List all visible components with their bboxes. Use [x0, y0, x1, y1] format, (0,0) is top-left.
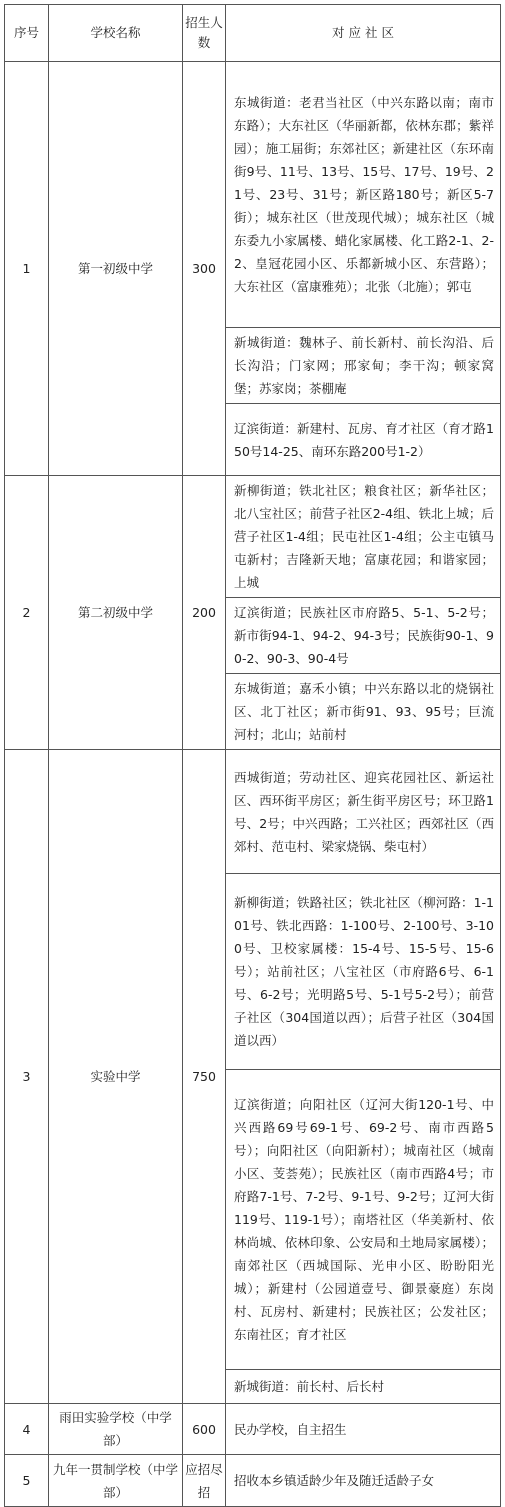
- community-cell: 东城街道；嘉禾小镇；中兴东路以北的烧锅社区、北丁社区；新市街91、93、95号；巨流河村；北山；站前村: [226, 674, 501, 750]
- community-cell: 招收本乡镇适龄少年及随迁适龄子女: [226, 1455, 501, 1507]
- header-school-name: 学校名称: [49, 5, 183, 62]
- school-name: 第一初级中学: [49, 62, 183, 476]
- table-row: [5, 1455, 501, 1507]
- school-name: 九年一贯制学校（中学部）: [49, 1455, 183, 1507]
- community-cell: 辽滨街道；向阳社区（辽河大街120-1号、中兴西路69号69-1号、69-2号、南市西路5号）；向阳社区（向阳新村）；城南社区（城南小区、芰荟苑）；民族社区（南市西路4号；市府路7-1号、7-2号、9-1号、9-2号；辽河大街119号、119-1号）；南塔社区（华美新村、依林尚城、依林印象、公安局和土地局家属楼）；南郊社区（西城国际、光申小区、盼盼阳光城）；新建村（公园道壹号、御景豪庭）东岗村、瓦房村、新建村；民族社区；公发社区；东南社区；育才社区: [226, 1070, 501, 1370]
- community-cell: 辽滨街道；民族社区市府路5、5-1、5-2号；新市街94-1、94-2、94-3号；民族街90-1、90-2、90-3、90-4号: [226, 598, 501, 674]
- enroll-count: 600: [183, 1404, 226, 1455]
- table-row: [5, 750, 501, 874]
- community-cell: 西城街道；劳动社区、迎宾花园社区、新运社区、西环街平房区；新生街平房区号；环卫路1号、2号；中兴西路；工兴社区；西郊社区（西郊村、范屯村、梁家烧锅、柴屯村）: [226, 750, 501, 874]
- school-index: 4: [5, 1404, 49, 1455]
- community-cell: 民办学校，自主招生: [226, 1404, 501, 1455]
- school-index: 2: [5, 476, 49, 750]
- header-community: 对 应 社 区: [226, 5, 501, 62]
- header-enroll-count: 招生人数: [183, 5, 226, 62]
- table-row: [5, 476, 501, 598]
- enroll-count: 应招尽招: [183, 1455, 226, 1507]
- school-community-table: [4, 4, 501, 1507]
- school-index: 5: [5, 1455, 49, 1507]
- header-row: [5, 5, 501, 62]
- community-cell: 新城街道：前长村、后长村: [226, 1370, 501, 1404]
- community-cell: 辽滨街道：新建村、瓦房、育才社区（育才路150号14-25、南环东路200号1-2）: [226, 404, 501, 476]
- school-name: 实验中学: [49, 750, 183, 1404]
- document-page: [4, 4, 500, 1499]
- community-cell: 东城街道：老君当社区（中兴东路以南；南市东路）；大东社区（华丽新都，依林东郡；紫祥园）；施工届街；东郊社区；新建社区（东环南街9号、11号、13号、15号、17号、19号、21号、23号、31号；新区路180号；新区5-7街）；城东社区（世茂现代城）；城东社区（城东委九小家属楼、蜡化家属楼、化工路2-1、2-2、皇冠花园小区、乐都新城小区、东营路）；大东社区（富康雅苑）；北张（北施）；郭屯: [226, 62, 501, 328]
- enroll-count: 200: [183, 476, 226, 750]
- community-cell: 新柳街道；铁路社区；铁北社区（柳河路：1-101号、铁北西路：1-100号、2-100号、3-100号、卫校家属楼：15-4号、15-5号、15-6号）；站前社区；八宝社区（市府路6号、6-1号、6-2号；光明路5号、5-1号5-2号）；前营子社区（304国道以西）；后营子社区（304国道以西）: [226, 874, 501, 1070]
- school-index: 1: [5, 62, 49, 476]
- school-index: 3: [5, 750, 49, 1404]
- community-cell: 新城街道：魏林子、前长新村、前长沟沿、后长沟沿；门家网；邢家甸；李干沟；顿家窝堡；苏家岗；茶棚庵: [226, 328, 501, 404]
- community-cell: 新柳街道；铁北社区；粮食社区；新华社区；北八宝社区；前营子社区2-4组、铁北上城；后营子社区1-4组；民屯社区1-4组；公主屯镇马屯新村；吉隆新天地；富康花园；和谐家园；上城: [226, 476, 501, 598]
- enroll-count: 750: [183, 750, 226, 1404]
- school-name: 第二初级中学: [49, 476, 183, 750]
- enroll-count: 300: [183, 62, 226, 476]
- school-name: 雨田实验学校（中学部）: [49, 1404, 183, 1455]
- table-row: [5, 62, 501, 328]
- header-index: 序号: [5, 5, 49, 62]
- table-row: [5, 1404, 501, 1455]
